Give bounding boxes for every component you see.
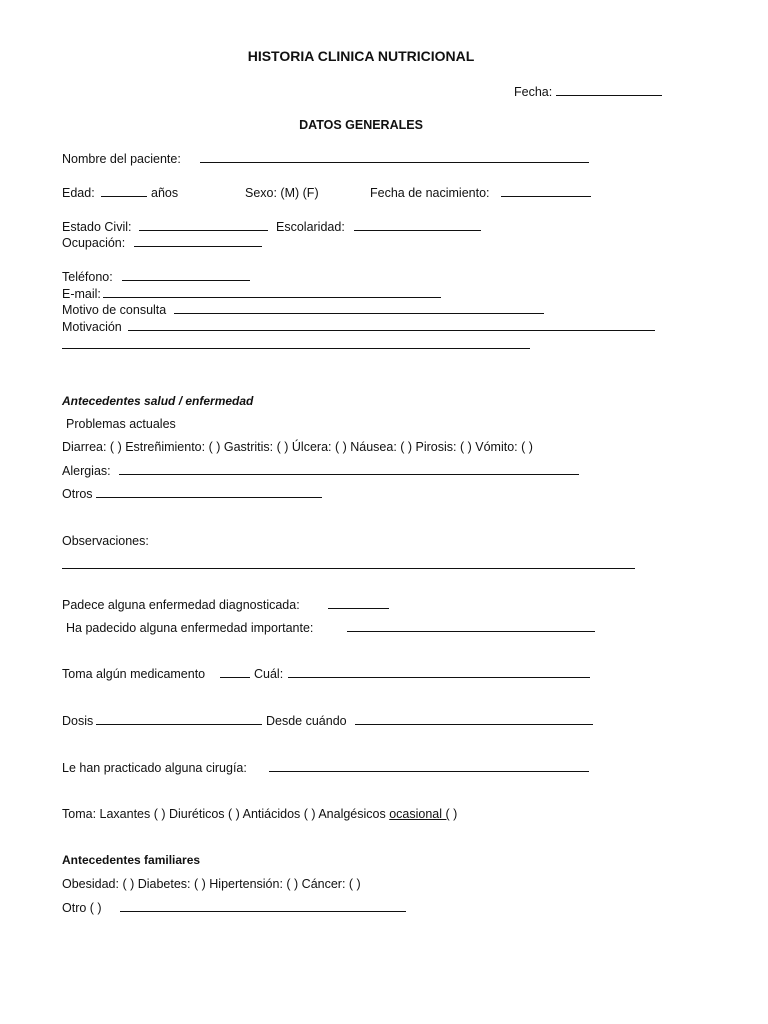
- dosis-field[interactable]: [96, 724, 262, 725]
- familiares-checklist[interactable]: Obesidad: ( ) Diabetes: ( ) Hipertensión: ( ) Cáncer: ( ): [62, 877, 361, 891]
- section-datos-generales: DATOS GENERALES: [299, 118, 423, 132]
- alergias-label: Alergias:: [62, 464, 111, 478]
- section-antecedentes-salud: Antecedentes salud / enfermedad: [62, 394, 254, 408]
- toma-medicamento-field[interactable]: [220, 677, 250, 678]
- ocupacion-label: Ocupación:: [62, 236, 126, 250]
- telefono-label: Teléfono:: [62, 270, 113, 284]
- cirugia-label: Le han practicado alguna cirugía:: [62, 761, 247, 775]
- observaciones-label: Observaciones:: [62, 534, 149, 548]
- nombre-label: Nombre del paciente:: [62, 152, 181, 166]
- observaciones-field[interactable]: [62, 568, 635, 569]
- otros-label: Otros: [62, 487, 93, 501]
- sintomas-checklist[interactable]: Diarrea: ( ) Estreñimiento: ( ) Gastritis: ( ) Úlcera: ( ) Náusea: ( ) Pirosis: ( ) Vómito: ( ): [62, 440, 533, 454]
- motivacion-field[interactable]: [128, 330, 655, 331]
- alergias-field[interactable]: [119, 474, 579, 475]
- fecha-nacimiento-field[interactable]: [501, 196, 591, 197]
- fecha-label: Fecha:: [514, 85, 553, 99]
- section-antecedentes-familiares: Antecedentes familiares: [62, 853, 201, 867]
- fecha-nacimiento-label: Fecha de nacimiento:: [370, 186, 490, 200]
- otro-label[interactable]: Otro ( ): [62, 901, 102, 915]
- ocupacion-field[interactable]: [134, 246, 262, 247]
- toma-medicamento-label: Toma algún medicamento: [62, 667, 206, 681]
- ha-padecido-field[interactable]: [347, 631, 595, 632]
- toma-checklist[interactable]: [62, 806, 457, 822]
- email-field[interactable]: [103, 297, 441, 298]
- desde-cuando-field[interactable]: [355, 724, 593, 725]
- motivo-label: Motivo de consulta: [62, 303, 167, 317]
- desde-cuando-label: Desde cuándo: [266, 714, 347, 728]
- cirugia-field[interactable]: [269, 771, 589, 772]
- escolaridad-field[interactable]: [354, 230, 481, 231]
- ocasional-close: ): [449, 807, 458, 821]
- page-title: HISTORIA CLINICA NUTRICIONAL: [247, 48, 475, 64]
- dosis-label: Dosis: [62, 714, 94, 728]
- cual-field[interactable]: [288, 677, 590, 678]
- motivacion-field-line-2[interactable]: [62, 348, 530, 349]
- toma-checklist-text: Toma: Laxantes ( ) Diuréticos ( ) Antiácidos ( ) Analgésicos: [62, 807, 390, 821]
- cual-label: Cuál:: [254, 667, 284, 681]
- edad-label: Edad:: [62, 186, 95, 200]
- otros-field[interactable]: [96, 497, 322, 498]
- estado-civil-label: Estado Civil:: [62, 220, 132, 234]
- sexo-label[interactable]: Sexo: (M) (F): [245, 186, 319, 200]
- ocasional-label: ocasional (: [389, 807, 450, 821]
- motivo-field[interactable]: [174, 313, 544, 314]
- problemas-actuales-label: Problemas actuales: [66, 417, 176, 431]
- fecha-field[interactable]: [556, 95, 662, 96]
- padece-field[interactable]: [328, 608, 389, 609]
- anos-label: años: [151, 186, 179, 200]
- email-label: E-mail:: [62, 287, 101, 301]
- padece-label: Padece alguna enfermedad diagnosticada:: [62, 598, 300, 612]
- telefono-field[interactable]: [122, 280, 250, 281]
- estado-civil-field[interactable]: [139, 230, 268, 231]
- escolaridad-label: Escolaridad:: [276, 220, 345, 234]
- otro-field[interactable]: [120, 911, 406, 912]
- nombre-field[interactable]: [200, 162, 589, 163]
- ha-padecido-label: Ha padecido alguna enfermedad importante:: [66, 621, 314, 635]
- motivacion-label: Motivación: [62, 320, 122, 334]
- edad-field[interactable]: [101, 196, 147, 197]
